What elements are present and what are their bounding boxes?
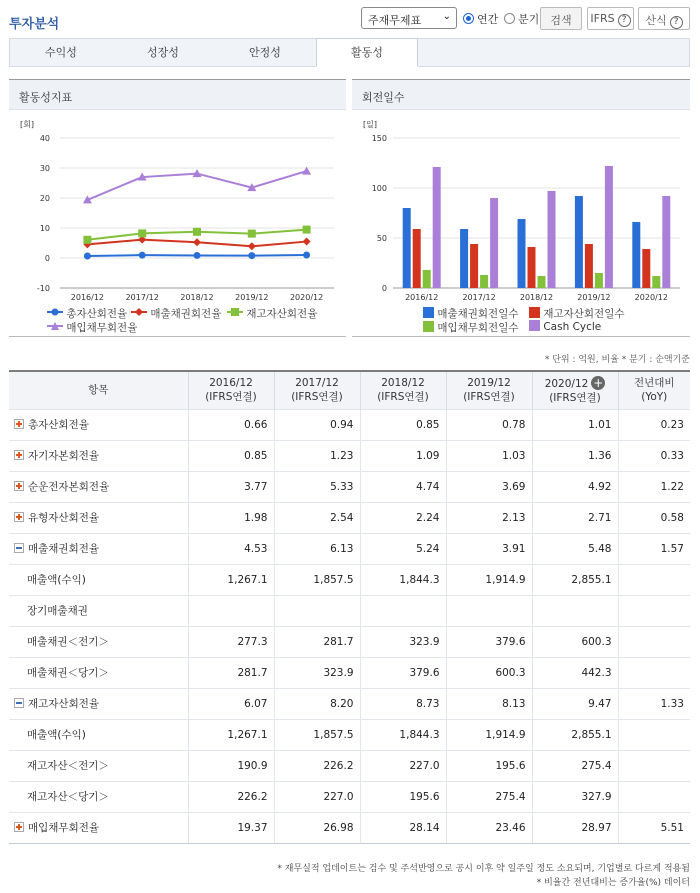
data-point (193, 228, 201, 236)
row-label: 재고자산회전율 (9, 688, 188, 719)
y-unit-label: [회] (20, 120, 34, 129)
table-cell: 0.78 (446, 409, 532, 440)
diamond-marker-icon (131, 307, 147, 317)
x-tick-label: 2020/12 (289, 293, 324, 302)
table-row (9, 595, 690, 626)
table-row (9, 719, 690, 750)
data-point (138, 229, 146, 237)
table-cell: 1.01 (532, 409, 618, 440)
y-tick-label: 100 (371, 184, 387, 193)
table-cell (360, 595, 446, 626)
table-cell: 3.91 (446, 533, 532, 564)
table-row (9, 750, 690, 781)
activity-ratio-chart (9, 110, 346, 336)
table-cell: 5.24 (360, 533, 446, 564)
x-tick-label: 2019/12 (577, 293, 611, 302)
table-cell: 6.07 (188, 688, 274, 719)
bar (548, 191, 556, 288)
row-label: 순운전자본회전율 (9, 471, 188, 502)
table-cell: 600.3 (446, 657, 532, 688)
bar (632, 222, 640, 288)
purple-square-icon (529, 320, 540, 331)
triangle-marker-icon (47, 321, 63, 331)
col-header-item: 항목 (9, 371, 188, 409)
bar (652, 276, 660, 288)
table-cell: 5.51 (618, 812, 690, 843)
data-point (83, 236, 91, 244)
table-cell: 1.03 (446, 440, 532, 471)
table-row (9, 626, 690, 657)
x-tick-label: 2016/12 (405, 293, 439, 302)
legend-item: 매출채권회전율 (131, 306, 221, 321)
legend-item: 매입채무회전일수 (423, 320, 519, 335)
table-cell: 275.4 (532, 750, 618, 781)
table-cell: 8.73 (360, 688, 446, 719)
table-cell: 1,857.5 (274, 564, 360, 595)
x-tick-label: 2016/12 (70, 293, 105, 302)
data-point (303, 226, 311, 234)
table-cell: 2.54 (274, 502, 360, 533)
table-cell: 23.46 (446, 812, 532, 843)
activity-ratio-panel (9, 79, 346, 337)
table-cell: 227.0 (274, 781, 360, 812)
table-cell: 227.0 (360, 750, 446, 781)
table-cell: 4.92 (532, 471, 618, 502)
table-cell: 19.37 (188, 812, 274, 843)
blue-square-icon (423, 307, 434, 318)
table-cell: 1,914.9 (446, 564, 532, 595)
data-point (248, 252, 255, 259)
tab-profitability[interactable]: 수익성 (45, 46, 77, 59)
col-header: 2016/12 (IFRS연결) (188, 371, 274, 409)
statement-type-select[interactable]: 주재무제표 ⌄ (361, 7, 457, 29)
bar (433, 167, 441, 288)
turnover-days-chart (352, 110, 690, 336)
bar (518, 219, 526, 288)
y-tick-label: 150 (371, 134, 387, 143)
add-column-icon[interactable]: + (593, 375, 604, 390)
panel-title: 회전일수 (352, 80, 690, 110)
bar (585, 244, 593, 288)
panel-title: 활동성지표 (9, 80, 346, 110)
turnover-days-panel (352, 79, 690, 337)
table-cell: 1.33 (618, 688, 690, 719)
table-row[interactable] (9, 688, 690, 719)
col-header: 2017/12 (IFRS연결) (274, 371, 360, 409)
table-cell (532, 595, 618, 626)
page-title: 투자분석 (9, 17, 60, 32)
table-cell (618, 719, 690, 750)
table-cell: 226.2 (274, 750, 360, 781)
legend-item: 매출채권회전일수 (423, 306, 519, 321)
table-cell: 600.3 (532, 626, 618, 657)
tab-stability[interactable]: 안정성 (249, 46, 281, 59)
table-cell: 0.23 (618, 409, 690, 440)
row-label: 총자산회전율 (9, 409, 188, 440)
row-label: 매출액(수익) (9, 719, 188, 750)
table-row[interactable] (9, 812, 690, 843)
table-cell (446, 595, 532, 626)
expand-icon[interactable] (14, 419, 24, 429)
square-marker-icon (227, 307, 243, 317)
col-header: 2019/12 (IFRS연결) (446, 371, 532, 409)
x-tick-label: 2019/12 (235, 293, 269, 302)
table-cell: 195.6 (360, 781, 446, 812)
bar (538, 276, 546, 288)
table-cell: 277.3 (188, 626, 274, 657)
bar (528, 247, 536, 288)
tab-growth[interactable]: 성장성 (147, 46, 179, 59)
legend-item: 매입채무회전율 (47, 320, 137, 335)
table-cell: 5.48 (532, 533, 618, 564)
red-square-icon (529, 307, 540, 318)
table-cell: 0.85 (360, 409, 446, 440)
table-row[interactable] (9, 471, 690, 502)
table-cell: 6.13 (274, 533, 360, 564)
bar (470, 244, 478, 288)
table-cell: 2.24 (360, 502, 446, 533)
data-point (248, 242, 256, 250)
bar (575, 196, 583, 288)
table-cell: 0.85 (188, 440, 274, 471)
row-label: 유형자산회전율 (9, 502, 188, 533)
table-cell: 1.57 (618, 533, 690, 564)
search-button[interactable]: 검색 (540, 7, 582, 30)
data-point (193, 238, 201, 246)
bar (605, 166, 613, 288)
table-row[interactable] (9, 409, 690, 440)
y-tick-label: 0 (381, 284, 387, 293)
table-cell: 28.97 (532, 812, 618, 843)
bar (460, 229, 468, 288)
row-label: 재고자산＜당기＞ (9, 781, 188, 812)
ifrs-button[interactable]: IFRS ? (587, 7, 634, 30)
row-label: 매출액(수익) (9, 564, 188, 595)
table-cell: 1.22 (618, 471, 690, 502)
table-cell: 323.9 (360, 626, 446, 657)
activity-table (9, 370, 690, 844)
table-cell: 1,844.3 (360, 564, 446, 595)
table-cell: 4.74 (360, 471, 446, 502)
table-cell: 0.66 (188, 409, 274, 440)
circle-marker-icon (47, 307, 63, 317)
radio-checked-icon (463, 13, 474, 24)
table-cell: 379.6 (446, 626, 532, 657)
table-cell: 0.58 (618, 502, 690, 533)
expand-icon[interactable] (14, 822, 24, 832)
tab-activity[interactable]: 활동성 (316, 38, 418, 67)
expand-icon[interactable] (14, 512, 24, 522)
y-tick-label: 50 (376, 234, 387, 243)
table-row[interactable] (9, 502, 690, 533)
table-cell: 28.14 (360, 812, 446, 843)
table-cell (274, 595, 360, 626)
table-row[interactable] (9, 533, 690, 564)
table-cell: 4.53 (188, 533, 274, 564)
x-tick-label: 2020/12 (634, 293, 668, 302)
table-cell: 8.13 (446, 688, 532, 719)
table-cell: 379.6 (360, 657, 446, 688)
table-row (9, 781, 690, 812)
table-cell: 281.7 (188, 657, 274, 688)
unit-note: * 단위 : 억원, 비율 * 분기 : 순액기준 (544, 355, 690, 365)
x-tick-label: 2018/12 (519, 293, 554, 302)
help-icon: ? (670, 16, 683, 29)
y-tick-label: 30 (39, 164, 50, 173)
table-cell: 3.69 (446, 471, 532, 502)
col-header: 2018/12 (IFRS연결) (360, 371, 446, 409)
table-cell: 195.6 (446, 750, 532, 781)
data-point (303, 251, 310, 258)
table-header-row (9, 371, 690, 409)
data-point (84, 253, 91, 260)
table-cell: 1.23 (274, 440, 360, 471)
row-label: 매출채권＜당기＞ (9, 657, 188, 688)
table-cell: 26.98 (274, 812, 360, 843)
table-cell: 275.4 (446, 781, 532, 812)
bar (642, 249, 650, 288)
table-cell: 442.3 (532, 657, 618, 688)
table-row[interactable] (9, 440, 690, 471)
table-cell: 1.36 (532, 440, 618, 471)
table-cell: 1,267.1 (188, 719, 274, 750)
footnote: * 재무실적 업데이트는 검수 및 주석반영으로 공시 이후 약 일주일 정도 소요되며, 기업별로 다르게 적용됨 (277, 864, 690, 874)
header (0, 0, 700, 38)
table-cell: 9.47 (532, 688, 618, 719)
legend-item: 총자산회전율 (47, 306, 127, 321)
table-cell: 1,857.5 (274, 719, 360, 750)
row-label: 매출채권회전율 (9, 533, 188, 564)
table-cell: 2,855.1 (532, 719, 618, 750)
collapse-icon[interactable] (14, 698, 24, 708)
table-cell: 2,855.1 (532, 564, 618, 595)
row-label: 재고자산＜전기＞ (9, 750, 188, 781)
bar (662, 196, 670, 288)
table-cell (618, 657, 690, 688)
y-tick-label: -10 (36, 284, 50, 293)
legend-item: 재고자산회전율 (227, 306, 317, 321)
chevron-down-icon: ⌄ (442, 11, 451, 22)
table-cell: 1,914.9 (446, 719, 532, 750)
y-unit-label: [일] (363, 120, 377, 129)
table-cell: 0.33 (618, 440, 690, 471)
footnote: * 비율간 전년대비는 증가율(%) 데이터 (536, 878, 690, 888)
table-cell: 323.9 (274, 657, 360, 688)
table-cell: 1.09 (360, 440, 446, 471)
row-label: 매입채무회전율 (9, 812, 188, 843)
table-cell (618, 750, 690, 781)
x-tick-label: 2017/12 (125, 293, 159, 302)
bar (490, 198, 498, 288)
expand-icon[interactable] (14, 450, 24, 460)
data-point (248, 230, 256, 238)
col-header: 2020/12 + (IFRS연결) (532, 371, 618, 409)
table-cell: 5.33 (274, 471, 360, 502)
table-cell (618, 781, 690, 812)
collapse-icon[interactable] (14, 543, 24, 553)
y-tick-label: 40 (39, 134, 50, 143)
green-square-icon (423, 321, 434, 332)
x-tick-label: 2018/12 (180, 293, 214, 302)
table-cell: 2.71 (532, 502, 618, 533)
formula-button[interactable]: 산식 ? (638, 7, 690, 30)
radio-annual[interactable]: 연간 (463, 11, 498, 27)
table-cell: 327.9 (532, 781, 618, 812)
data-point (194, 252, 201, 259)
table-cell: 2.13 (446, 502, 532, 533)
y-tick-label: 0 (44, 254, 50, 263)
y-tick-label: 20 (39, 194, 50, 203)
x-tick-label: 2017/12 (462, 293, 496, 302)
row-label: 자기자본회전율 (9, 440, 188, 471)
col-header-yoy: 전년대비 (YoY) (618, 371, 690, 409)
table-cell: 190.9 (188, 750, 274, 781)
table-cell (618, 595, 690, 626)
expand-icon[interactable] (14, 481, 24, 491)
table-row (9, 657, 690, 688)
bar (403, 208, 411, 288)
bar (480, 275, 488, 288)
row-label: 장기매출채권 (9, 595, 188, 626)
legend-item: Cash Cycle (529, 320, 601, 333)
radio-unchecked-icon (504, 13, 515, 24)
help-icon: ? (618, 14, 631, 27)
table-cell: 1,844.3 (360, 719, 446, 750)
bar (595, 273, 603, 288)
table-cell: 226.2 (188, 781, 274, 812)
table-cell (618, 626, 690, 657)
legend-item: 재고자산회전일수 (529, 306, 625, 321)
table-row (9, 564, 690, 595)
row-label: 매출채권＜전기＞ (9, 626, 188, 657)
data-point (303, 238, 311, 246)
radio-quarter[interactable]: 분기 (504, 11, 539, 27)
y-tick-label: 10 (39, 224, 50, 233)
bar (413, 229, 421, 288)
data-point (139, 252, 146, 259)
table-cell: 3.77 (188, 471, 274, 502)
table-cell (618, 564, 690, 595)
table-cell: 8.20 (274, 688, 360, 719)
table-cell: 281.7 (274, 626, 360, 657)
table-cell: 1.98 (188, 502, 274, 533)
table-cell (188, 595, 274, 626)
tab-bar (9, 38, 690, 67)
table-cell: 1,267.1 (188, 564, 274, 595)
table-cell: 0.94 (274, 409, 360, 440)
bar (423, 270, 431, 288)
